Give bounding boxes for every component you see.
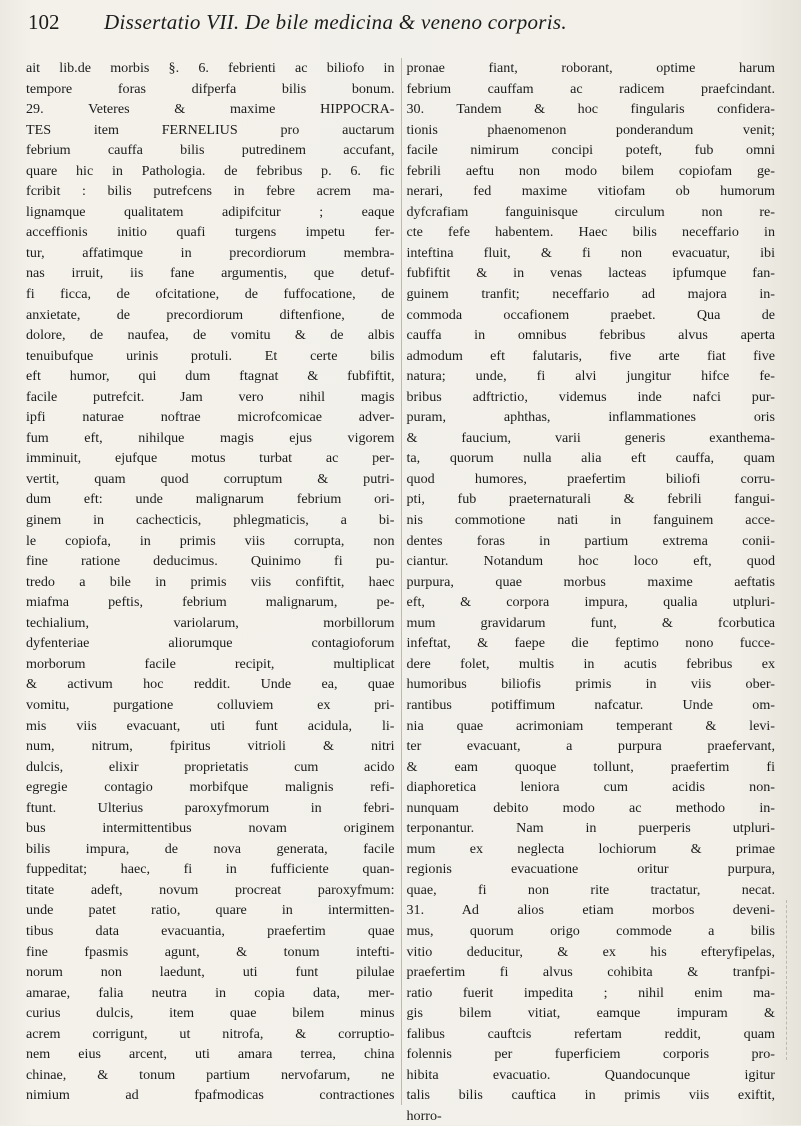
text-line: 29. Veteres & maxime HIPPOCRA- — [26, 101, 395, 118]
text-line: fi ficca, de ofcitatione, de fuffocatione, de — [26, 286, 395, 303]
text-line: acceffionis initio quafi turgens impetu fer- — [26, 224, 395, 241]
text-line: purpura, quae morbus maxime aeftatis — [406, 573, 775, 590]
text-line: amarae, falia neutra in copia data, mer- — [26, 984, 395, 1001]
text-line: ter evacuant, a purpura praefervant, — [406, 738, 775, 755]
right-column — [406, 58, 776, 1124]
text-line: fubfiftit & in venas lacteas ipfumque fan- — [406, 265, 775, 282]
text-line: cte fefe habentem. Haec bilis neceffario in — [406, 224, 775, 241]
text-line: bus intermittentibus novam originem — [26, 820, 395, 837]
text-line: imminuit, ejufque motus turbat ac per- — [26, 450, 395, 467]
text-line: morborum facile recipit, multiplicat — [26, 655, 395, 672]
text-line: mus, quorum origo commode a bilis — [406, 922, 775, 939]
text-line: tempore foras difperfa bilis bonum. — [26, 80, 395, 97]
text-line: dulcis, elixir proprietatis cum acido — [26, 758, 395, 775]
text-line: talis bilis cauftica in primis viis exiftit, — [406, 1087, 775, 1104]
text-line: dere folet, multis in acutis febribus ex — [406, 655, 775, 672]
text-line: pronae fiant, roborant, optime harum — [406, 60, 775, 76]
column-divider — [401, 58, 402, 1105]
text-line: vertit, quam quod corruptum & putri- — [26, 470, 395, 487]
text-line: fine fpasmis agunt, & tonum intefti- — [26, 943, 395, 960]
text-line: admodum eft falutaris, five arte fiat five — [406, 347, 775, 364]
text-line: inteftina fluit, & fi non evacuatur, ibi — [406, 244, 775, 261]
running-title: Dissertatio VII. De bile medicina & veneno corporis. — [104, 10, 567, 34]
text-line: folennis per fuperficiem corporis pro- — [406, 1046, 775, 1063]
text-line: norum non laedunt, uti funt pilulae — [26, 964, 395, 981]
text-line: TES item FERNELIUS pro auctarum — [26, 121, 395, 138]
text-line: tibus data evacuantia, praefertim quae — [26, 922, 395, 939]
text-line: tur, affatimque in precordiorum membra- — [26, 244, 395, 261]
text-line: febrium cauffa bilis putredinem accufant, — [26, 142, 395, 159]
text-line: quod humores, praefertim biliofi corru- — [406, 470, 775, 487]
text-line: fine ratione deducimus. Quinimo fi pu- — [26, 553, 395, 570]
text-line: tionis phaenomenon ponderandum venit; — [406, 121, 775, 138]
text-line: nem eius arcent, uti amara terrea, china — [26, 1046, 395, 1063]
text-line: infeftat, & faepe die feptimo nono fucce- — [406, 635, 775, 652]
text-line: quare hic in Pathologia. de febribus p. 6. fic — [26, 162, 395, 179]
text-line: vitio deducitur, & ex his efteryfipelas, — [406, 943, 775, 960]
page-header — [28, 10, 771, 50]
text-line: dentes foras in partium extrema conii- — [406, 532, 775, 549]
text-line: dyfenteriae aliorumque contagioforum — [26, 635, 395, 652]
text-line: facile nimirum concipi poteft, fub omni — [406, 142, 775, 159]
text-line: cauffa in omnibus febribus alvus aperta — [406, 327, 775, 344]
text-line: nia quae acrimoniam temperant & levi- — [406, 717, 775, 734]
text-line: 30. Tandem & hoc fingularis confidera- — [406, 101, 775, 118]
text-line: ta, quorum nulla alia eft cauffa, quam — [406, 450, 775, 467]
text-line: nunquam debito modo ac methodo in- — [406, 799, 775, 816]
text-line: humoribus biliofis primis in viis ober- — [406, 676, 775, 693]
text-line: falibus cauftcis refertam reddit, quam — [406, 1025, 775, 1042]
text-line: num, nitrum, fpiritus vitrioli & nitri — [26, 738, 395, 755]
text-line: mum gravidarum funt, & fcorbutica — [406, 614, 775, 631]
text-line: lignamque qualitatem adipifcitur ; eaque — [26, 203, 395, 220]
text-line: anxietate, de precordiorum diftenfione, de — [26, 306, 395, 323]
text-line: dum eft: unde malignarum febrium ori- — [26, 491, 395, 508]
text-line: rantibus potiffimum nafcatur. Unde om- — [406, 696, 775, 713]
text-line: le copiofa, in primis viis corrupta, non — [26, 532, 395, 549]
text-line: vomitu, purgatione colluviem ex pri- — [26, 696, 395, 713]
text-line: nerari, fed maxime vitiofam ob humorum — [406, 183, 775, 200]
page-number: 102 — [28, 10, 60, 34]
text-line: 31. Ad alios etiam morbos deveni- — [406, 902, 775, 919]
text-line: ipfi naturae noftrae microfcomicae adver- — [26, 409, 395, 426]
text-line: gis bilem vitiat, eamque impuram & — [406, 1005, 775, 1022]
margin-edge-marks — [786, 900, 797, 1060]
text-line: miafma peftis, febrium malignarum, pe- — [26, 594, 395, 611]
text-line: nas irruit, iis fane argumentis, que detuf- — [26, 265, 395, 282]
text-line: puram, aphthas, inflammationes oris — [406, 409, 775, 426]
text-line: ginem in cachecticis, phlegmaticis, a bi- — [26, 512, 395, 529]
text-line: pti, fub praeternaturali & febrili fangui- — [406, 491, 775, 508]
text-line: horro- — [406, 1107, 442, 1124]
text-line: & eam quoque tollunt, praefertim fi — [406, 758, 775, 775]
text-line: diaphoretica leniora cum acidis non- — [406, 779, 775, 796]
text-line: dolore, de naufea, de vomitu & de albis — [26, 327, 395, 344]
text-line: titate adeft, novum procreat paroxyfmum: — [26, 881, 395, 898]
text-line: acrem corrigunt, ut nitrofa, & corruptio- — [26, 1025, 395, 1042]
text-line: techialium, variolarum, morbillorum — [26, 614, 395, 631]
text-line: ait lib.de morbis §. 6. febrienti ac biliofo in — [26, 60, 395, 76]
text-line: fum eft, nihilque magis ejus vigorem — [26, 429, 395, 446]
text-line: dyfcrafiam fanguinisque circulum non re- — [406, 203, 775, 220]
text-line: mum ex neglecta lochiorum & primae — [406, 840, 775, 857]
text-line: fuppeditat; haec, fi in fufficiente quan- — [26, 861, 395, 878]
text-line: mis viis evacuant, uti funt acidula, li- — [26, 717, 395, 734]
text-line: terponantur. Nam in puerperis utpluri- — [406, 820, 775, 837]
text-line: & activum hoc reddit. Unde ea, quae — [26, 676, 395, 693]
text-line: bilis impura, de nova generata, facile — [26, 840, 395, 857]
text-line: commoda occafionem praebet. Qua de — [406, 306, 775, 323]
text-line: praefertim fi alvus cohibita & tranfpi- — [406, 964, 775, 981]
text-line: hibita evacuatio. Quandocunque igitur — [406, 1066, 775, 1083]
text-line: febrili aeftu non modo bilem copiofam ge- — [406, 162, 775, 179]
text-line: eft humor, qui dum ftagnat & fubfiftit, — [26, 368, 395, 385]
text-line: fcribit : bilis putrefcens in febre acrem ma- — [26, 183, 395, 200]
text-line: egregie contagio morbifque malignis refi- — [26, 779, 395, 796]
text-line: eft, & corpora impura, qualia utpluri- — [406, 594, 775, 611]
text-line: quae, fi non rite tractatur, necat. — [406, 881, 775, 898]
text-line: natura; unde, fi alvi jungitur hifce fe- — [406, 368, 775, 385]
text-line: regionis evacuatione oritur purpura, — [406, 861, 775, 878]
text-line: ratio fuerit impedita ; nihil enim ma- — [406, 984, 775, 1001]
text-line: tenuibufque urinis protuli. Et certe bilis — [26, 347, 395, 364]
text-line: ciantur. Notandum hoc loco eft, quod — [406, 553, 775, 570]
text-line: febrium cauffam ac radicem praefcindant. — [406, 80, 775, 97]
text-line: nis commotione nati in fanguinem acce- — [406, 512, 775, 529]
text-line: guinem tranfit; neceffario ad majora in- — [406, 286, 775, 303]
text-line: ftunt. Ulterius paroxyfmorum in febri- — [26, 799, 395, 816]
text-line: chinae, & tonum partium nervofarum, ne — [26, 1066, 395, 1083]
text-line: tredo a bile in primis viis confiftit, haec — [26, 573, 395, 590]
text-line: & faucium, varii generis exanthema- — [406, 429, 775, 446]
text-line: facile putrefcit. Jam vero nihil magis — [26, 388, 395, 405]
text-line: nimium ad fpafmodicas contractiones — [26, 1087, 395, 1104]
text-line: unde patet ratio, quare in intermitten- — [26, 902, 395, 919]
text-line: bribus adftrictio, videmus inde nafci pur- — [406, 388, 775, 405]
left-column — [26, 58, 395, 1105]
text-line: curius dulcis, item quae bilem minus — [26, 1005, 395, 1022]
